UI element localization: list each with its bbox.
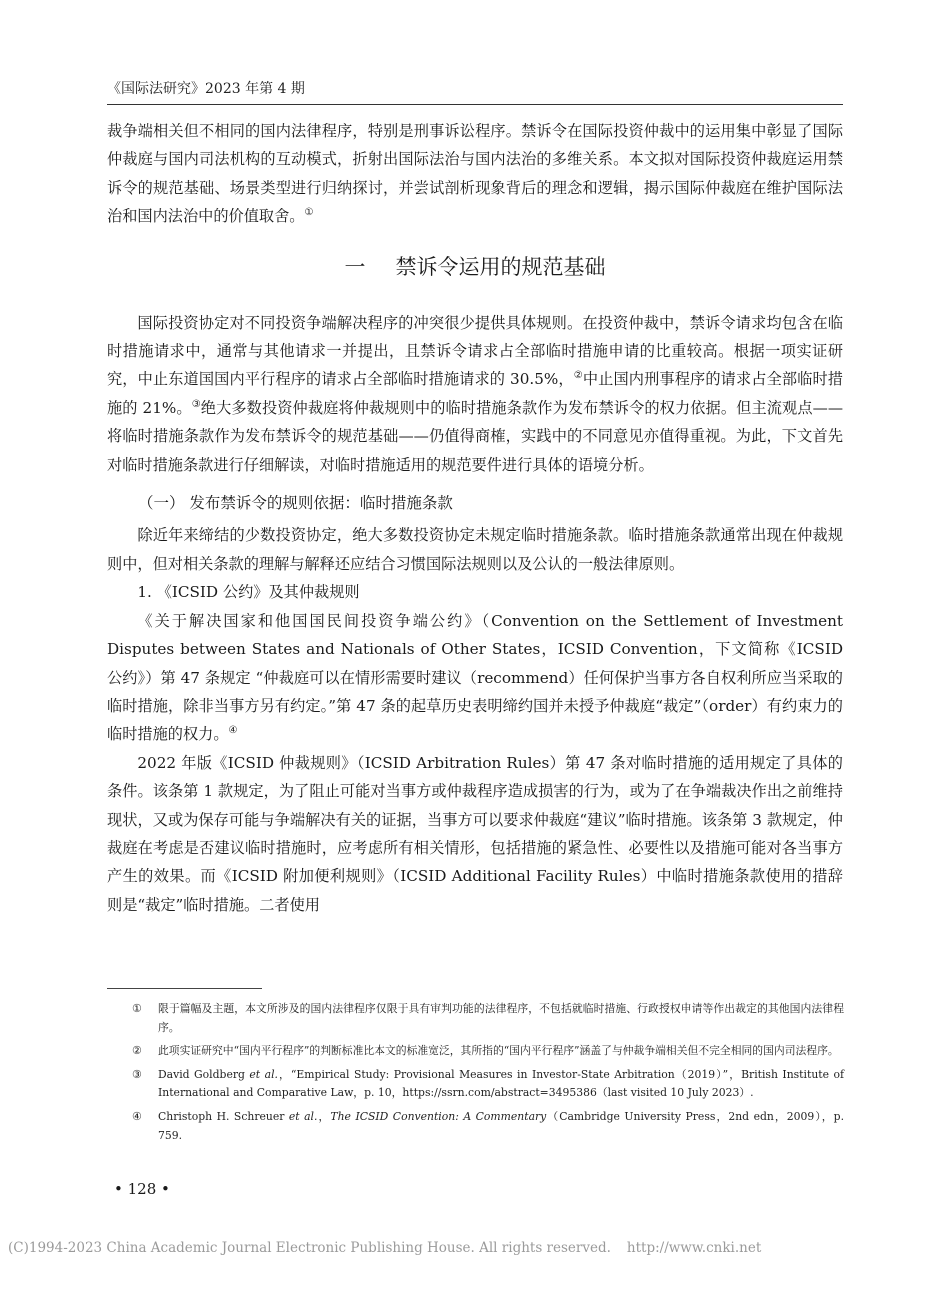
article-body (107, 117, 843, 919)
footnote-ref-4[interactable]: ④ (228, 725, 238, 737)
paragraph-3-text: 《关于解决国家和他国国民间投资争端公约》（Convention on the Settlement of Investment Disputes between States and Nationals of Other States，ICSID Convention，下文简称《ICSID 公约》）第 47 条规定 “仲裁庭可以在情形需要时建议（recommend）任何保护当事方各自权利所应当采取的临时措施，除非当事方另有约定。”第 47 条的起草历史表明缔约国并未授予仲裁庭“裁定”（order）有约束力的临时措施的权力。 (107, 611, 843, 744)
footnote-marker: ④ (132, 1109, 142, 1123)
running-header: 《国际法研究》2023 年第 4 期 (107, 81, 305, 97)
copyright-footer (8, 1240, 942, 1256)
footnote-text: 限于篇幅及主题，本文所涉及的国内法律程序仅限于具有审判功能的法律程序，不包括就临时措施、行政授权申请等作出裁定的其他国内法律程序。 (158, 1002, 844, 1034)
paragraph-4: 2022 年版《ICSID 仲裁规则》（ICSID Arbitration Rules）第 47 条对临时措施的适用规定了具体的条件。该条第 1 款规定，为了阻止可能对当事方或仲裁程序造成损害的行为，或为了在争端裁决作出之前维持现状，又或为保存可能与争端解决有关的证据，当事方可以要求仲裁庭“建议”临时措施。该条第 3 款规定，仲裁庭在考虑是否建议临时措施时，应考虑所有相关情形，包括措施的紧急性、必要性以及措施可能对各当事方产生的效果。而《ICSID 附加便利规则》（ICSID Additional Facility Rules）中临时措施条款使用的措辞则是“裁定”临时措施。二者使用 (107, 753, 843, 914)
footnotes (132, 1000, 844, 1150)
paragraph-2: 除近年来缔结的少数投资协定，绝大多数投资协定未规定临时措施条款。临时措施条款通常出现在仲裁规则中，但对相关条款的理解与解释还应结合习惯国际法规则以及公认的一般法律原则。 (107, 526, 843, 573)
copyright-text: (C)1994-2023 China Academic Journal Electronic Publishing House. All rights reserved. (8, 1240, 611, 1256)
footnote-ref-2[interactable]: ② (573, 370, 583, 382)
section-number: 一 (344, 254, 366, 279)
footnote-divider (107, 988, 262, 989)
paragraph-1-text-b: 中止国内刑事程序的请求占全部临时措施的 21%。 (107, 370, 843, 417)
subsection-heading: （一） 发布禁诉令的规则依据：临时措施条款 (138, 494, 453, 513)
page-number: • 128 • (114, 1180, 170, 1198)
footnote-etal: et al. (288, 1109, 318, 1123)
footnote-author: Christoph H. Schreuer (158, 1109, 289, 1123)
paragraph-1 (107, 309, 843, 479)
header-divider (107, 104, 843, 105)
footnote-3 (132, 1066, 844, 1103)
intro-text: 裁争端相关但不相同的国内法律程序，特别是刑事诉讼程序。禁诉令在国际投资仲裁中的运用集中彰显了国际仲裁庭与国内司法机构的互动模式，折射出国际法治与国内法治的多维关系。本文拟对国际投资仲裁庭运用禁诉令的规范基础、场景类型进行归纳探讨，并尝试剖析现象背后的理念和逻辑，揭示国际仲裁庭在维护国际法治和国内法治中的价值取舍。 (107, 122, 843, 226)
footnote-marker: ② (132, 1044, 142, 1058)
paragraph-1-text-c: 绝大多数投资仲裁庭将仲裁规则中的临时措施条款作为发布禁诉令的权力依据。但主流观点——将临时措施条款作为发布禁诉令的规范基础——仍值得商榷，实践中的不同意见亦值得重视。为此，下文首先对临时措施条款进行仔细解读，对临时措施适用的规范要件进行具体的语境分析。 (107, 398, 844, 474)
footnote-ref-1[interactable]: ① (304, 207, 314, 219)
footnote-author: David Goldberg (158, 1067, 250, 1081)
footnote-separator: ， (317, 1109, 331, 1123)
footnote-citation: （Cambridge University Press，2nd edn，2009），p. 759. (158, 1109, 845, 1142)
footnote-etal: et al. (249, 1067, 278, 1081)
paragraph-3 (107, 607, 843, 749)
footnote-marker: ③ (132, 1067, 142, 1081)
intro-paragraph (107, 117, 843, 231)
footnote-ref-3[interactable]: ③ (191, 398, 201, 410)
footnote-2 (132, 1042, 844, 1061)
footnote-book-title: The ICSID Convention: A Commentary (330, 1109, 547, 1123)
copyright-url[interactable]: http://www.cnki.net (626, 1240, 762, 1256)
paragraph-1-text-a: 国际投资协定对不同投资争端解决程序的冲突很少提供具体规则。在投资仲裁中，禁诉令请求均包含在临时措施请求中，通常与其他请求一并提出，且禁诉令请求占全部临时措施申请的比重较高。根据一项实证研究，中止东道国国内平行程序的请求占全部临时措施请求的 30.5%， (107, 313, 843, 389)
footnote-text: 此项实证研究中“国内平行程序”的判断标准比本文的标准宽泛，其所指的“国内平行程序”涵盖了与仲裁争端相关但不完全相同的国内司法程序。 (158, 1044, 839, 1058)
footnote-citation[interactable]: ，“Empirical Study: Provisional Measures in Investor-State Arbitration（2019）”，British Institute of International and Comparative Law，p. 10，https://ssrn.com/abstract=3495386（last visited 10 July 2023）. (158, 1067, 844, 1100)
section-title: 禁诉令运用的规范基础 (395, 254, 606, 279)
enumerated-heading: 1. 《ICSID 公约》及其仲裁规则 (137, 583, 360, 602)
footnote-4 (132, 1108, 844, 1145)
section-heading (107, 253, 843, 281)
footnote-1 (132, 1000, 844, 1037)
footnote-marker: ① (132, 1002, 142, 1015)
